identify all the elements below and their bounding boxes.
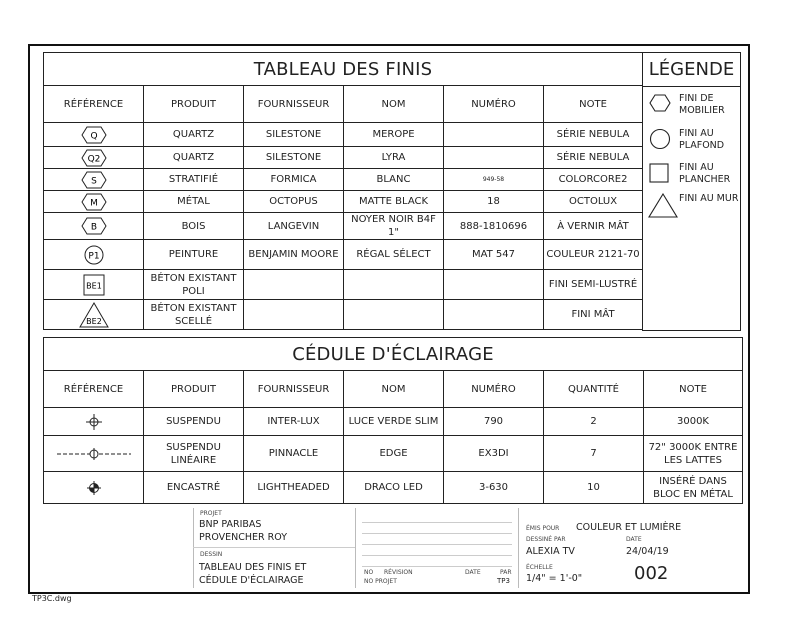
reference-cell (44, 300, 144, 330)
product-cell: SUSPENDU (144, 408, 244, 436)
name-cell (344, 270, 444, 300)
reference-code: BE1 (85, 281, 102, 290)
reference-cell (44, 213, 144, 240)
reference-code: P1 (87, 251, 100, 261)
product-cell: BÉTON EXISTANT SCELLÉ (144, 300, 244, 330)
col-header-product: PRODUIT (144, 86, 244, 123)
legend-label: FINI DE MOBILIER (679, 93, 725, 116)
pendant-light-icon (86, 414, 102, 430)
supplier-cell: OCTOPUS (244, 191, 344, 213)
col-header-name: NOM (344, 371, 444, 408)
lighting-title: CÉDULE D'ÉCLAIRAGE (44, 338, 743, 371)
col-header-quantity: QUANTITÉ (544, 371, 644, 408)
reference-code: Q2 (87, 154, 100, 164)
reference-code: B (90, 222, 97, 233)
circle-icon (83, 244, 105, 266)
number-cell (444, 300, 544, 330)
reference-cell (44, 270, 144, 300)
number-cell (444, 123, 544, 147)
reference-code: M (89, 198, 98, 208)
hexagon-icon (81, 217, 107, 235)
drawn-by-label: DESSINÉ PAR (526, 536, 566, 543)
supplier-cell (244, 270, 344, 300)
col-header-note: NOTE (644, 371, 743, 408)
note-cell: OCTOLUX (544, 191, 643, 213)
name-cell: BLANC (344, 169, 444, 191)
table-row (44, 436, 743, 472)
product-cell: STRATIFIÉ (144, 169, 244, 191)
legend-title: LÉGENDE (643, 53, 740, 87)
date-value: 24/04/19 (626, 546, 669, 557)
drawing-line-1: TABLEAU DES FINIS ET (199, 562, 307, 573)
col-header-number: NUMÉRO (444, 86, 544, 123)
col-header-note: NOTE (544, 86, 643, 123)
note-cell: À VERNIR MÂT (544, 213, 643, 240)
name-cell: EDGE (344, 436, 444, 472)
note-cell: SÉRIE NEBULA (544, 123, 643, 147)
product-cell: PEINTURE (144, 240, 244, 270)
note-cell: FINI SEMI-LUSTRÉ (544, 270, 643, 300)
reference-cell (44, 240, 144, 270)
project-line-2: PROVENCHER ROY (199, 532, 288, 543)
product-cell: QUARTZ (144, 147, 244, 169)
col-header-reference: RÉFÉRENCE (44, 371, 144, 408)
number-cell: 18 (444, 191, 544, 213)
recessed-light-icon (86, 480, 102, 496)
number-cell (444, 147, 544, 169)
revision-date-label: DATE (465, 569, 481, 576)
table-row (44, 472, 743, 504)
reference-cell (44, 472, 144, 504)
revision-label: RÉVISION (384, 569, 413, 576)
reference-cell (44, 123, 144, 147)
supplier-cell: PINNACLE (244, 436, 344, 472)
table-row (44, 191, 643, 213)
reference-cell (44, 191, 144, 213)
number-cell: MAT 547 (444, 240, 544, 270)
linear-light-icon (57, 446, 131, 462)
quantity-cell: 2 (544, 408, 644, 436)
name-cell: RÉGAL SÉLECT (344, 240, 444, 270)
reference-code: Q (89, 131, 98, 141)
triangle-icon (79, 302, 109, 328)
drawing-line-2: CÉDULE D'ÉCLAIRAGE (199, 575, 304, 586)
col-header-product: PRODUIT (144, 371, 244, 408)
col-header-reference: RÉFÉRENCE (44, 86, 144, 123)
drawing-label: DESSIN (200, 551, 223, 558)
scale-value: 1/4" = 1'-0" (526, 573, 583, 584)
hexagon-icon (81, 171, 107, 189)
col-header-supplier: FOURNISSEUR (244, 371, 344, 408)
reference-cell (44, 436, 144, 472)
supplier-cell: INTER-LUX (244, 408, 344, 436)
scale-label: ÉCHELLE (526, 564, 553, 571)
name-cell: MEROPE (344, 123, 444, 147)
project-line-1: BNP PARIBAS (199, 519, 262, 530)
number-cell: EX3DI (444, 436, 544, 472)
supplier-cell: LANGEVIN (244, 213, 344, 240)
number-cell: 790 (444, 408, 544, 436)
reference-cell (44, 147, 144, 169)
legend-label: FINI AU PLAFOND (679, 128, 725, 151)
name-cell: DRACO LED (344, 472, 444, 504)
number-cell (444, 270, 544, 300)
drawn-by: ALEXIA TV (526, 546, 575, 557)
supplier-cell (244, 300, 344, 330)
finishes-table (43, 52, 643, 330)
finishes-title: TABLEAU DES FINIS (44, 53, 643, 86)
sheet-number: 002 (634, 563, 669, 584)
number-cell: 888-1810696 (444, 213, 544, 240)
legend-label: FINI AU MUR (679, 193, 739, 204)
note-cell: 3000K (644, 408, 743, 436)
number-cell: 3-630 (444, 472, 544, 504)
table-row (44, 169, 643, 191)
date-label: DATE (626, 536, 642, 543)
name-cell: LUCE VERDE SLIM (344, 408, 444, 436)
supplier-cell: BENJAMIN MOORE (244, 240, 344, 270)
note-cell: INSÉRÉ DANS BLOC EN MÉTAL (644, 472, 743, 504)
reference-cell (44, 169, 144, 191)
project-label: PROJET (200, 510, 222, 517)
hexagon-icon (81, 149, 107, 167)
reference-cell (44, 408, 144, 436)
name-cell: MATTE BLACK (344, 191, 444, 213)
legend-panel (642, 52, 741, 331)
hexagon-icon (81, 126, 107, 144)
reference-code: S (90, 176, 97, 186)
name-cell: LYRA (344, 147, 444, 169)
note-cell: 72" 3000K ENTRE LES LATTES (644, 436, 743, 472)
legend-label: FINI AU PLANCHER (679, 162, 731, 185)
project-number-label: NO PROJET (364, 578, 397, 585)
product-cell: BÉTON EXISTANT POLI (144, 270, 244, 300)
supplier-cell: SILESTONE (244, 123, 344, 147)
project-number: TP3 (497, 577, 510, 585)
note-cell: COULEUR 2121-70 (544, 240, 643, 270)
name-cell (344, 300, 444, 330)
note-cell: FINI MÂT (544, 300, 643, 330)
name-cell: NOYER NOIR B4F 1" (344, 213, 444, 240)
issued-for: COULEUR ET LUMIÈRE (576, 522, 682, 533)
supplier-cell: SILESTONE (244, 147, 344, 169)
product-cell: BOIS (144, 213, 244, 240)
quantity-cell: 10 (544, 472, 644, 504)
triangle-icon (648, 193, 678, 219)
file-name: TP3C.dwg (32, 594, 72, 603)
table-row (44, 213, 643, 240)
circle-icon (649, 128, 671, 150)
revision-by-label: PAR (500, 569, 512, 576)
product-cell: ENCASTRÉ (144, 472, 244, 504)
reference-code: BE2 (85, 316, 102, 326)
note-cell: SÉRIE NEBULA (544, 147, 643, 169)
supplier-cell: LIGHTHEADED (244, 472, 344, 504)
table-row (44, 270, 643, 300)
product-cell: MÉTAL (144, 191, 244, 213)
square-icon (649, 162, 671, 184)
hexagon-icon (81, 193, 107, 211)
square-icon (83, 274, 105, 296)
hexagon-icon (649, 93, 671, 113)
revision-no-label: NO (364, 569, 374, 576)
col-header-name: NOM (344, 86, 444, 123)
table-row (44, 147, 643, 169)
table-row (44, 240, 643, 270)
note-cell: COLORCORE2 (544, 169, 643, 191)
product-cell: SUSPENDU LINÉAIRE (144, 436, 244, 472)
supplier-cell: FORMICA (244, 169, 344, 191)
quantity-cell: 7 (544, 436, 644, 472)
table-row (44, 123, 643, 147)
number-cell: 949-58 (444, 169, 544, 191)
col-header-number: NUMÉRO (444, 371, 544, 408)
lighting-table (43, 337, 743, 504)
table-row (44, 408, 743, 436)
product-cell: QUARTZ (144, 123, 244, 147)
col-header-supplier: FOURNISSEUR (244, 86, 344, 123)
table-row (44, 300, 643, 330)
issued-for-label: ÉMIS POUR (526, 525, 560, 532)
